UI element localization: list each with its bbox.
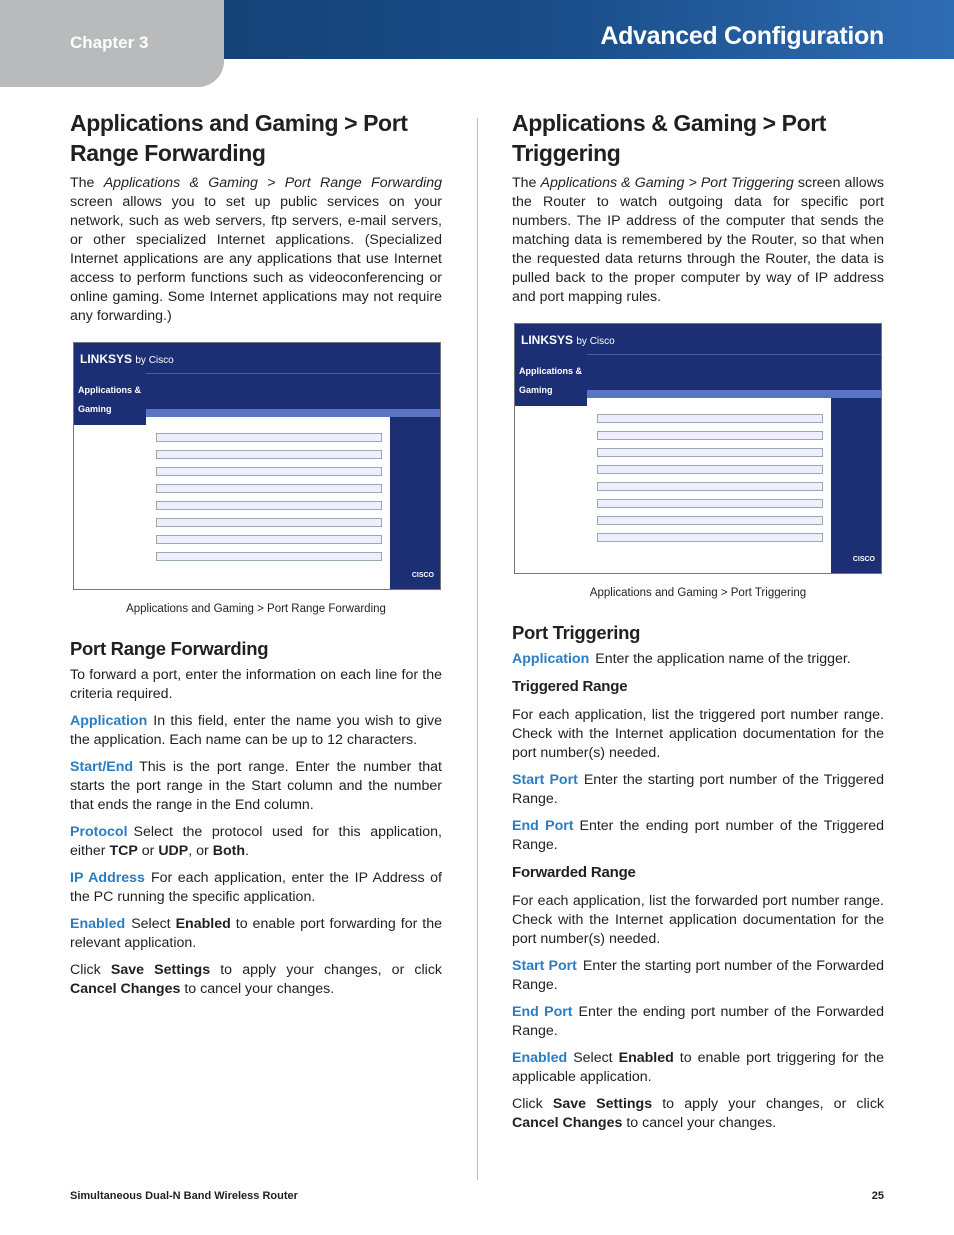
forwarded-range-heading: Forwarded Range	[512, 864, 636, 881]
triggered-range-para: For each application, list the triggered port number range. Check with the Internet application documentation for the port number(s) needed.	[512, 707, 884, 761]
screenshot-nav	[146, 373, 440, 410]
screenshot-form	[146, 423, 390, 575]
left-click-instructions: Click Save Settings to apply your changes, or click Cancel Changes to cancel your changes.	[70, 962, 443, 997]
forwarded-start-def: Start Port Enter the starting port number of the Forwarded Range.	[512, 958, 885, 993]
screenshot-section-title: Applications & Gaming	[515, 354, 587, 406]
left-ip-def: IP Address For each application, enter the IP Address of the PC running the specific application.	[70, 870, 442, 905]
linksys-logo: LINKSYS by Cisco	[80, 352, 174, 366]
left-protocol-def: Protocol Select the protocol used for this application, either TCP or UDP, or Both.	[70, 824, 442, 859]
linksys-logo: LINKSYS by Cisco	[521, 333, 615, 347]
right-heading: Applications & Gaming > Port Triggering	[512, 110, 827, 166]
triggered-start-def: Start Port Enter the starting port number of the Triggered Range.	[512, 772, 885, 807]
right-enabled-def: Enabled Select Enabled to enable port triggering for the applicable application.	[512, 1050, 884, 1085]
triggered-end-def: End Port Enter the ending port number of the Triggered Range.	[512, 818, 884, 853]
chapter-label: Chapter 3	[70, 33, 149, 52]
forwarded-range-para: For each application, list the forwarded port number range. Check with the Internet application documentation for the port number(s) needed.	[512, 893, 884, 947]
cisco-logo: CISCO	[411, 572, 434, 579]
footer-product: Simultaneous Dual-N Band Wireless Router	[70, 1190, 298, 1202]
page-number: 25	[871, 1190, 884, 1202]
screenshot-section-title: Applications & Gaming	[74, 373, 146, 425]
column-divider	[477, 118, 478, 1180]
left-caption: Applications and Gaming > Port Range Forwarding	[126, 603, 386, 615]
port-triggering-screenshot	[514, 323, 882, 574]
screenshot-subnav	[587, 390, 881, 398]
cisco-logo: CISCO	[852, 556, 875, 563]
left-column	[70, 108, 442, 1007]
right-column	[512, 108, 884, 1141]
screenshot-form	[587, 404, 831, 559]
left-para1: To forward a port, enter the information on each line for the criteria required.	[70, 667, 442, 702]
left-enabled-def: Enabled Select Enabled to enable port forwarding for the relevant application.	[70, 916, 442, 951]
screenshot-subnav	[146, 409, 440, 417]
right-intro: The Applications & Gaming > Port Triggering screen allows the Router to watch outgoing data for specific port numbers. The IP address of the computer that sends the matching data is remembered by the Router, so that when the requested data returns through the Router, the data is pulled back to the proper computer by way of IP address and port mapping rules.	[512, 175, 884, 305]
right-click-instructions: Click Save Settings to apply your changes, or click Cancel Changes to cancel your changes.	[512, 1096, 885, 1131]
section-title: Advanced Configuration	[600, 22, 884, 50]
left-startend-def: Start/End This is the port range. Enter the number that starts the port range in the Start column and the number that ends the range in the End column.	[70, 759, 442, 813]
forwarded-end-def: End Port Enter the ending port number of the Forwarded Range.	[512, 1004, 884, 1039]
port-triggering-heading: Port Triggering	[512, 622, 641, 643]
right-application-def: Application Enter the application name of the trigger.	[512, 651, 851, 667]
right-caption: Applications and Gaming > Port Triggering	[589, 587, 807, 599]
port-range-forwarding-screenshot	[73, 342, 441, 590]
left-intro: The Applications & Gaming > Port Range Forwarding screen allows you to set up public services on your network, such as web servers, ftp servers, e-mail servers, or other specialized Internet applications. (Specialized Internet applications are any applications that use Internet access to perform functions such as videoconferencing or online gaming. Some Internet applications may not require any forwarding.)	[70, 175, 443, 324]
left-application-def: Application In this field, enter the name you wish to give the application. Each name can be up to 12 characters.	[70, 713, 442, 748]
triggered-range-heading: Triggered Range	[512, 678, 628, 695]
screenshot-nav	[587, 354, 881, 391]
left-heading: Applications and Gaming > Port Range Forwarding	[70, 110, 408, 166]
chapter-tab	[0, 0, 224, 87]
port-range-forwarding-heading: Port Range Forwarding	[70, 638, 269, 659]
